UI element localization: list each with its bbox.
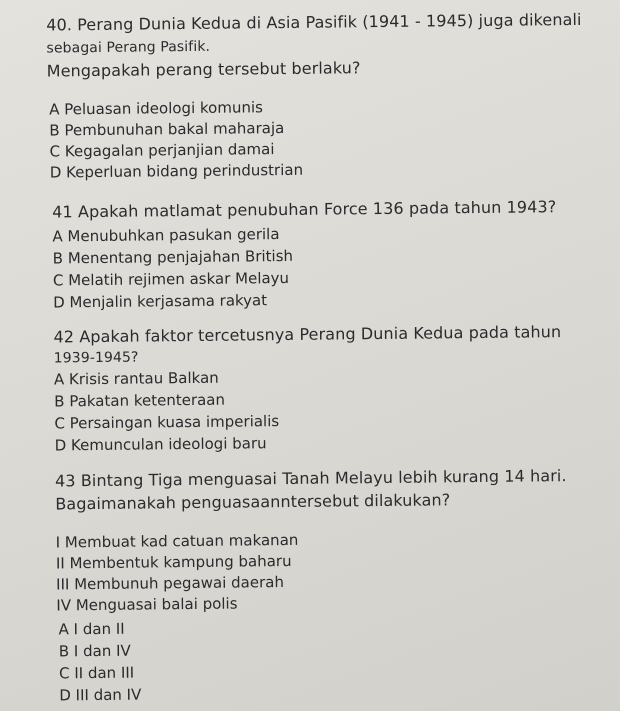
answer-option-c[interactable]: C Persaingan kuasa imperialis bbox=[54, 412, 280, 433]
answer-option-d[interactable]: D Keperluan bidang perindustrian bbox=[49, 160, 304, 182]
answer-option-c[interactable]: C Melatih rejimen askar Melayu bbox=[52, 268, 290, 290]
answer-option-d[interactable]: D III dan IV bbox=[59, 685, 142, 705]
answer-option-b[interactable]: B Menentang penjajahan British bbox=[52, 246, 294, 268]
answer-option-c[interactable]: C Kegagalan perjanjian damai bbox=[49, 140, 275, 161]
answer-option-b[interactable]: B Pakatan ketenteraan bbox=[54, 390, 226, 411]
question-stem-line: 1939-1945? bbox=[53, 349, 139, 367]
question-stem-line: 41 Apakah matlamat penubuhan Force 136 pada tahun 1943? bbox=[52, 197, 557, 222]
question-stem-line: 43 Bintang Tiga menguasai Tanah Melayu lebih kurang 14 hari. bbox=[54, 466, 567, 491]
question-stem-line: sebagai Perang Pasifik. bbox=[46, 38, 211, 57]
answer-option-d[interactable]: D Menjalin kerjasama rakyat bbox=[53, 291, 268, 312]
statement-iii: III Membunuh pegawai daerah bbox=[56, 573, 285, 594]
answer-option-a[interactable]: A I dan II bbox=[58, 619, 125, 639]
answer-option-a[interactable]: A Peluasan ideologi komunis bbox=[49, 98, 263, 119]
question-stem-line: 42 Apakah faktor tercetusnya Perang Dunia Kedua pada tahun bbox=[53, 322, 562, 347]
answer-option-b[interactable]: B Pembunuhan bakal maharaja bbox=[49, 119, 285, 140]
answer-option-b[interactable]: B I dan IV bbox=[58, 641, 131, 661]
statement-ii: II Membentuk kampung baharu bbox=[55, 551, 292, 573]
question-stem-line: 40. Perang Dunia Kedua di Asia Pasifik (1941 - 1945) juga dikenali bbox=[46, 9, 582, 35]
statement-i: I Membuat kad catuan makanan bbox=[55, 530, 299, 552]
answer-option-d[interactable]: D Kemunculan ideologi baru bbox=[54, 434, 267, 455]
answer-option-a[interactable]: A Menubuhkan pasukan gerila bbox=[52, 225, 280, 246]
answer-option-a[interactable]: A Krisis rantau Balkan bbox=[53, 368, 219, 389]
statement-iv: IV Menguasai balai polis bbox=[56, 594, 238, 615]
question-stem-line: Bagaimanakah penguasaanntersebut dilakukan? bbox=[55, 490, 451, 514]
answer-option-c[interactable]: C II dan III bbox=[58, 663, 135, 683]
question-stem-line: Mengapakah perang tersebut berlaku? bbox=[46, 58, 361, 81]
